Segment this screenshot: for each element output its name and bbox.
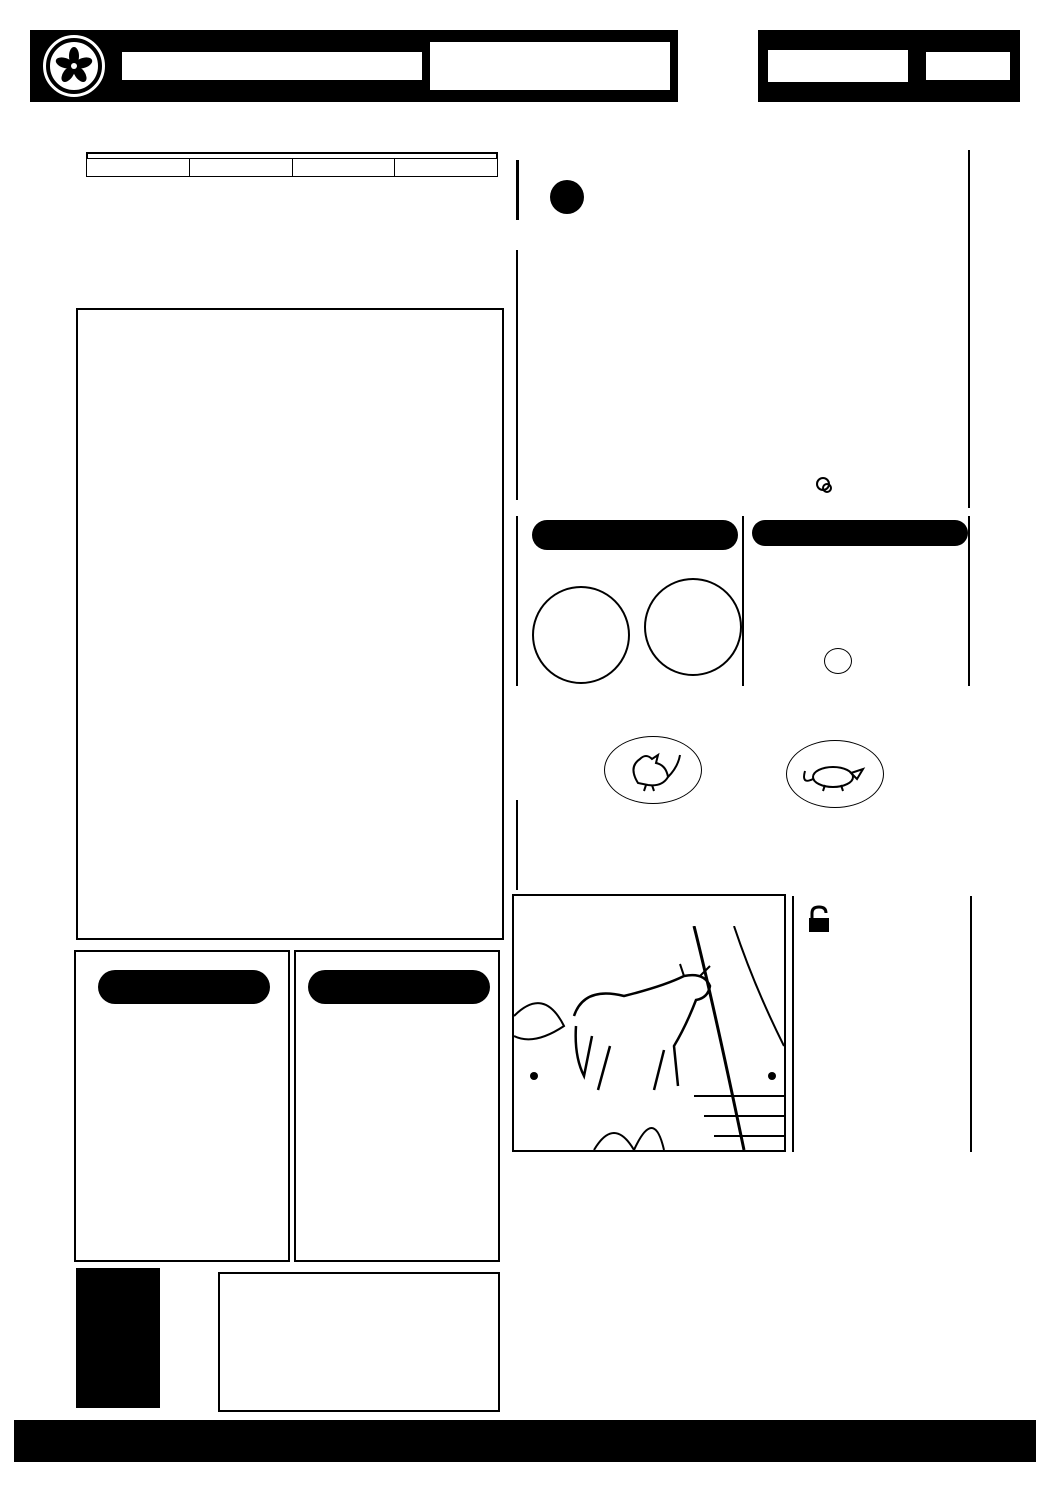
top-brand-strip bbox=[34, 118, 1016, 148]
golden-tips-panel bbox=[218, 1272, 500, 1412]
draw-result-header bbox=[752, 520, 968, 546]
special-prediction-header bbox=[98, 970, 270, 1004]
character-riddle-panel bbox=[792, 896, 972, 1152]
redacted-block bbox=[76, 1268, 160, 1408]
masthead-title bbox=[430, 42, 670, 90]
rule bbox=[968, 516, 970, 686]
table-title bbox=[86, 152, 498, 158]
rat-icon bbox=[786, 740, 884, 808]
special-number bbox=[824, 648, 852, 674]
rooster-icon bbox=[604, 736, 702, 804]
distribution-notice bbox=[122, 52, 422, 80]
stats-column bbox=[160, 1268, 216, 1408]
jockey-club-badge-icon bbox=[550, 180, 584, 214]
flower-icon bbox=[816, 477, 830, 491]
cover-brand bbox=[816, 476, 830, 491]
table-header bbox=[395, 159, 498, 177]
edition-label bbox=[926, 52, 1010, 80]
table-header bbox=[87, 159, 190, 177]
right-brand-strip bbox=[986, 150, 1016, 1410]
special-prediction-panel bbox=[74, 950, 290, 1262]
padlock-icon bbox=[804, 904, 834, 934]
special-code-header bbox=[532, 520, 738, 550]
zodiac-poem-header bbox=[308, 970, 490, 1004]
meeting-record-panel bbox=[76, 308, 504, 940]
bauhinia-logo bbox=[46, 38, 102, 94]
rule bbox=[516, 800, 518, 890]
cover-block bbox=[516, 150, 970, 508]
bauhinia-icon bbox=[54, 46, 94, 86]
table-header bbox=[292, 159, 395, 177]
issue-box bbox=[758, 30, 1020, 102]
rooster-drawing bbox=[618, 747, 688, 793]
ox-illustration bbox=[514, 926, 784, 1150]
special-parity-badge bbox=[644, 578, 742, 676]
table-header bbox=[189, 159, 292, 177]
rat-drawing bbox=[795, 751, 875, 797]
footer-disclaimer bbox=[14, 1420, 1036, 1462]
issue-number bbox=[768, 50, 908, 82]
rule bbox=[516, 516, 518, 686]
rule bbox=[742, 516, 744, 686]
lottery-balls-illustration bbox=[526, 360, 686, 500]
zodiac-poem-panel bbox=[294, 950, 500, 1262]
special-size-badge bbox=[532, 586, 630, 684]
draw-special bbox=[820, 648, 852, 674]
treasure-map-panel bbox=[512, 894, 786, 1152]
hot-cold-table bbox=[86, 152, 498, 177]
left-brand-strip bbox=[32, 150, 62, 1410]
cover-rule bbox=[516, 250, 518, 500]
masthead-bar bbox=[30, 30, 678, 102]
cover-rule bbox=[516, 160, 519, 220]
